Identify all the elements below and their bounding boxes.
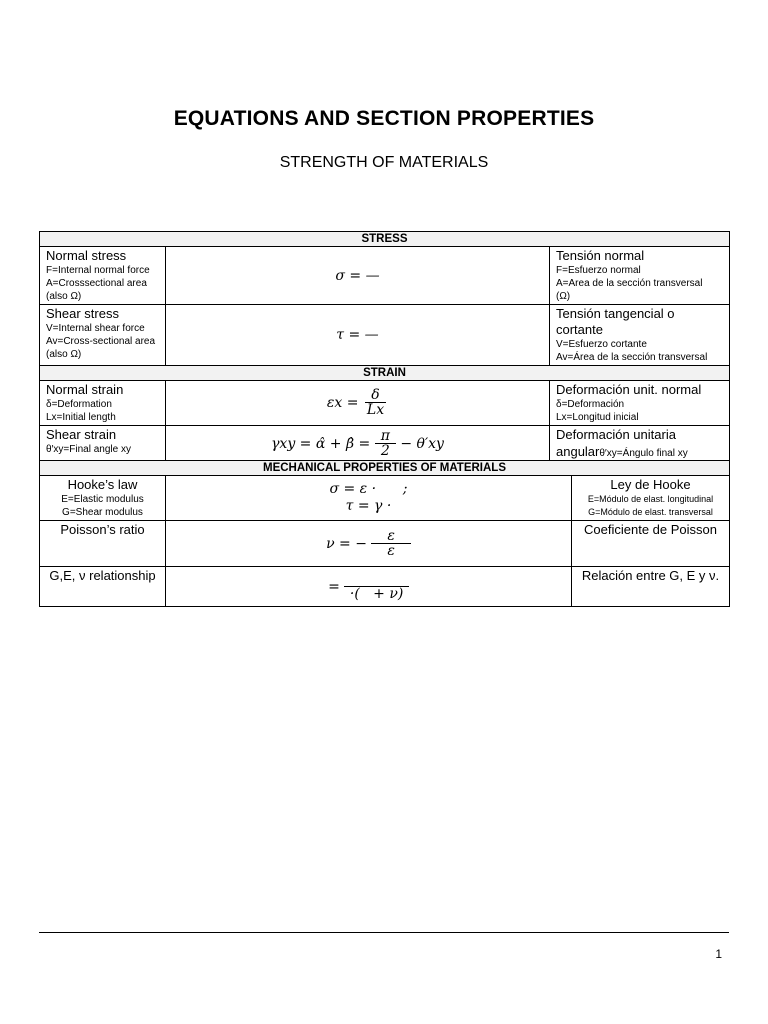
definition: Lx=Initial length <box>46 412 116 423</box>
definition: θ′xy=Final angle xy <box>46 444 131 455</box>
english-cell <box>40 305 166 366</box>
formula-rhs: − θ′xy <box>400 436 444 452</box>
english-term: Shear stress <box>46 306 119 321</box>
english-cell <box>40 521 166 567</box>
document-title: EQUATIONS AND SECTION PROPERTIES <box>173 107 595 130</box>
table-row-poisson <box>40 521 730 567</box>
spanish-term: Relación entre G, E y ν. <box>581 568 720 583</box>
spanish-cell <box>550 426 730 463</box>
fraction <box>344 572 408 602</box>
formula-cell <box>166 305 550 366</box>
spanish-cell <box>550 305 730 366</box>
definition: θ′xy=Ángulo final xy <box>599 448 688 459</box>
definition: A=Crosssectional area <box>46 278 147 289</box>
english-term: Poisson’s ratio <box>60 522 145 537</box>
formula: σ = ε · ; <box>329 481 408 497</box>
numerator: π <box>375 429 396 444</box>
section-title: STRAIN <box>40 366 730 381</box>
table-row-hookes-law <box>40 476 730 521</box>
spanish-term-cont: angular <box>556 444 600 459</box>
denominator: Lx <box>366 402 385 418</box>
definition: E=Módulo de elast. longitudinal <box>587 494 714 504</box>
formula-lhs: γxy = α̂ + β̂ = <box>271 436 371 452</box>
formula: τ = γ · <box>345 498 392 514</box>
definition: δ=Deformación <box>556 399 625 410</box>
formula-cell <box>166 476 572 521</box>
table-row-shear-strain <box>40 426 730 463</box>
formula-lhs: εx = <box>326 395 359 411</box>
english-term: Shear strain <box>46 427 117 442</box>
spanish-cell <box>550 381 730 426</box>
definition: G=Módulo de elast. transversal <box>588 507 713 517</box>
definition: E=Elastic modulus <box>61 494 144 505</box>
fraction <box>371 529 411 559</box>
definition: A=Area de la sección transversal <box>556 278 703 289</box>
spanish-cell <box>572 567 730 607</box>
fraction <box>375 429 396 459</box>
definition: Lx=Longitud inicial <box>556 412 639 423</box>
page-number: 1 <box>715 947 722 961</box>
formula: σ = — <box>335 267 380 284</box>
formula-lhs: ν = − <box>326 535 367 552</box>
english-cell <box>40 426 166 463</box>
english-term: Normal stress <box>46 248 127 263</box>
table-row-normal-stress <box>40 247 730 305</box>
definition: V=Esfuerzo cortante <box>556 339 647 350</box>
formula-cell <box>166 567 572 607</box>
definition: (also Ω) <box>46 291 82 302</box>
definition: Av=Cross-sectional area <box>46 336 156 347</box>
footer-divider <box>39 932 729 933</box>
equations-table <box>39 231 730 463</box>
definition: (also Ω) <box>46 349 82 360</box>
definition: Av=Área de la sección transversal <box>556 352 708 363</box>
document-subtitle: STRENGTH OF MATERIALS <box>279 154 489 171</box>
section-header-stress <box>40 232 730 247</box>
formula-cell <box>166 247 550 305</box>
spanish-cell <box>572 521 730 567</box>
section-header-mechanical <box>40 461 730 476</box>
spanish-cell <box>572 476 730 521</box>
spanish-term: Tensión tangencial o cortante <box>556 306 675 337</box>
definition: F=Esfuerzo normal <box>556 265 641 276</box>
english-cell <box>40 247 166 305</box>
spanish-term: Tensión normal <box>556 248 645 263</box>
formula-cell <box>166 426 550 463</box>
table-row-normal-strain <box>40 381 730 426</box>
english-term: G,E, ν relationship <box>49 568 156 583</box>
spanish-term: Deformación unit. normal <box>556 382 702 397</box>
english-cell <box>40 381 166 426</box>
spanish-term: Coeficiente de Poisson <box>584 522 717 537</box>
formula-cell <box>166 381 550 426</box>
section-header-strain <box>40 366 730 381</box>
english-term: Normal strain <box>46 382 124 397</box>
denominator: 2 <box>380 443 390 459</box>
definition: (Ω) <box>556 291 571 302</box>
spanish-cell <box>550 247 730 305</box>
english-cell <box>40 476 166 521</box>
definition: F=Internal normal force <box>46 265 150 276</box>
formula-cell <box>166 521 572 567</box>
mechanical-properties-table <box>39 460 730 607</box>
table-row-relationship <box>40 567 730 607</box>
spanish-term: Ley de Hooke <box>610 477 691 492</box>
numerator: ε <box>371 529 411 544</box>
numerator: δ <box>365 388 385 403</box>
denominator: ·( + ν) <box>349 585 404 602</box>
english-term: Hooke’s law <box>67 477 138 492</box>
definition: G=Shear modulus <box>62 507 143 518</box>
formula: τ = — <box>336 327 379 343</box>
definition: V=Internal shear force <box>46 323 145 334</box>
table-row-shear-stress <box>40 305 730 366</box>
section-title: MECHANICAL PROPERTIES OF MATERIALS <box>40 461 730 476</box>
numerator <box>344 572 408 587</box>
fraction <box>363 388 388 418</box>
formula-lhs: = <box>328 578 340 595</box>
definition: δ=Deformation <box>46 399 112 410</box>
english-cell <box>40 567 166 607</box>
denominator: ε <box>387 542 395 559</box>
spanish-term: Deformación unitaria <box>556 427 676 442</box>
section-title: STRESS <box>40 232 730 247</box>
